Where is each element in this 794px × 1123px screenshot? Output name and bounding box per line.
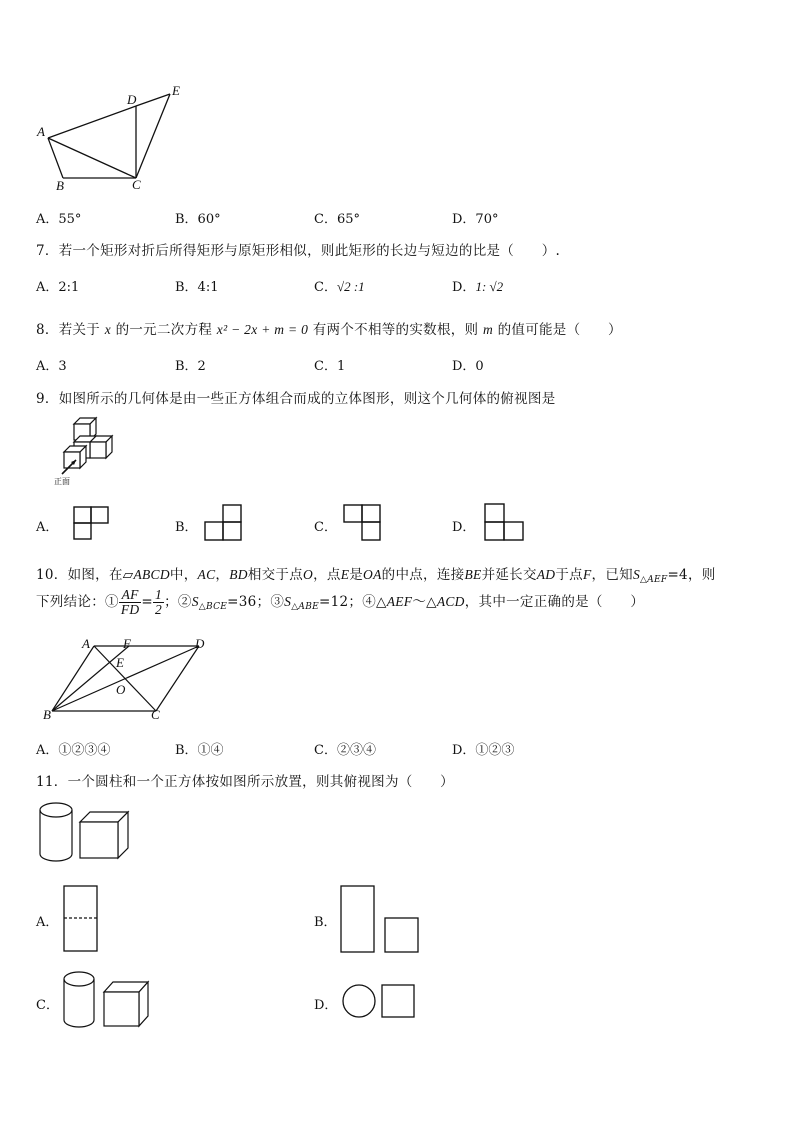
q10-label-d: D (195, 636, 205, 651)
q9-option-c-shape[interactable] (343, 504, 383, 542)
q8-end: 的值可能是（ ） (497, 322, 622, 338)
q10-l1-pre: 10．如图，在▱ (36, 567, 134, 583)
q10-label-b: B (43, 707, 51, 722)
q11-option-a-shape[interactable] (63, 885, 99, 953)
q10-option-d[interactable]: D．①②③ (452, 743, 515, 758)
q10-ad: AD (536, 567, 556, 582)
q11-option-b[interactable]: B． (314, 915, 337, 930)
q10-acd: ACD (436, 594, 465, 609)
q8-option-d[interactable]: D．0 (452, 359, 484, 374)
q6-option-a[interactable]: A．55° (36, 212, 82, 227)
q10-s-abe-sub: △ABE (291, 602, 320, 612)
q7-option-c-prefix: C． (314, 280, 337, 295)
q8-equation: x² − 2x + m = 0 (216, 322, 309, 337)
q9-option-a[interactable]: A． (36, 520, 59, 535)
q9-option-a-shape[interactable] (72, 506, 112, 540)
q9-option-d[interactable]: D． (452, 520, 476, 535)
q10-question-line1 (36, 563, 716, 585)
q9-option-c[interactable]: C． (314, 520, 337, 535)
q6-label-e: E (172, 83, 180, 98)
q11-option-c[interactable]: C． (36, 998, 59, 1013)
q10-option-a[interactable]: A．①②③④ (36, 743, 111, 758)
q10-l2-b: =36；③ (227, 594, 285, 610)
q10-l2-pre: 下列结论：① (36, 594, 119, 610)
q8-option-a[interactable]: A．3 (36, 359, 67, 374)
q10-l2-c: =12；④△ (319, 594, 387, 610)
q9-option-b[interactable]: B． (175, 520, 198, 535)
q10-ac: AC (197, 567, 216, 582)
q11-option-d-shape[interactable] (340, 984, 420, 1020)
q10-label-o: O (116, 682, 126, 697)
q10-bd: BD (229, 567, 248, 582)
q10-half-den: 2 (155, 602, 163, 617)
q8-option-b[interactable]: B．2 (175, 359, 206, 374)
q10-l1-d: 是 (349, 567, 364, 583)
q8-suffix: 有两个不相等的实数根，则 (312, 322, 479, 338)
q8-mid: 的一元二次方程 (115, 322, 213, 338)
q10-half-num: 1 (155, 587, 163, 602)
q7-option-c[interactable] (314, 276, 365, 295)
q9-option-b-shape[interactable] (204, 504, 244, 542)
q11-option-d[interactable]: D． (314, 998, 338, 1013)
q8-var-m: m (482, 322, 494, 337)
q10-s-abe: S (284, 594, 292, 609)
q11-option-a[interactable]: A． (36, 915, 59, 930)
q10-l1-g: 于点 (555, 567, 583, 583)
q10-l2-d: ，其中一定正确的是（ ） (464, 594, 645, 610)
q10-o: O (303, 567, 314, 582)
q11-option-c-shape[interactable] (61, 970, 153, 1030)
q6-label-d: D (127, 92, 137, 107)
q10-aef: AEF (386, 594, 413, 609)
q6-label-c: C (132, 177, 141, 192)
q10-label-f: F (123, 636, 131, 651)
q8-var-x: x (104, 322, 111, 337)
q11-option-b-shape[interactable] (340, 885, 422, 955)
q7-option-d-expr: 1: √2 (475, 279, 504, 294)
q10-l1-h: ，已知 (591, 567, 633, 583)
q10-label-e: E (116, 655, 124, 670)
q10-l2-a: ；② (164, 594, 192, 610)
q10-option-b[interactable]: B．①④ (175, 743, 224, 758)
q6-option-b[interactable]: B．60° (175, 212, 221, 227)
q10-s-bce: S (191, 594, 199, 609)
q8-prefix: 8．若关于 (36, 322, 101, 338)
q10-s-aef-sub: △AEF (640, 575, 668, 585)
q11-question: 11．一个圆柱和一个正方体按如图所示放置，则其俯视图为（ ） (36, 774, 454, 790)
q9-front-label: 正面 (54, 477, 70, 486)
q10-frac-den: FD (120, 602, 140, 617)
q7-option-c-expr: √2 :1 (336, 279, 365, 294)
q10-e: E (340, 567, 350, 582)
q10-l1-a: 中， (169, 567, 198, 583)
q10-s-bce-sub: △BCE (198, 602, 228, 612)
q8-question (36, 318, 622, 338)
q10-oa: OA (363, 567, 382, 582)
q10-abcd: ABCD (133, 567, 170, 582)
q10-l1-b: 相交于点 (247, 567, 304, 583)
q6-label-b: B (56, 178, 64, 193)
q10-sim: ～△ (412, 594, 437, 610)
q9-option-d-shape[interactable] (484, 503, 526, 543)
q10-l1-i: =4，则 (667, 567, 716, 583)
q9-question: 9．如图所示的几何体是由一些正方体组合而成的立体图形，则这个几何体的俯视图是 (36, 391, 556, 407)
q10-l1-e: 的中点，连接 (381, 567, 465, 583)
q10-option-c[interactable]: C．②③④ (314, 743, 376, 758)
q11-cylinder-cube-figure (36, 800, 136, 866)
q10-eq: = (141, 594, 154, 610)
q7-question: 7．若一个矩形对折后所得矩形与原矩形相似，则此矩形的长边与短边的比是（ ）. (36, 243, 561, 259)
q6-option-d[interactable]: D．70° (452, 212, 499, 227)
q6-label-a: A (37, 124, 45, 139)
q7-option-d-prefix: D． (452, 280, 476, 295)
q10-question-line2 (36, 588, 644, 617)
q10-l1-f: 并延长交 (481, 567, 537, 583)
q10-frac-num: AF (119, 588, 142, 603)
q6-option-c[interactable]: C．65° (314, 212, 360, 227)
q10-l1-c: ，点 (313, 567, 341, 583)
q8-option-c[interactable]: C．1 (314, 359, 346, 374)
q10-comma: ， (215, 567, 230, 583)
q10-be: BE (464, 567, 482, 582)
q10-fraction-af-fd (119, 588, 142, 617)
q10-label-c: C (151, 707, 160, 722)
q7-option-d[interactable] (452, 276, 503, 295)
q10-s-aef: S (632, 567, 640, 582)
q10-label-a: A (82, 636, 90, 651)
q10-fraction-half (153, 588, 164, 617)
q7-option-b[interactable]: B．4:1 (175, 280, 219, 295)
q7-option-a[interactable]: A．2:1 (36, 280, 80, 295)
q10-f: F (582, 567, 592, 582)
